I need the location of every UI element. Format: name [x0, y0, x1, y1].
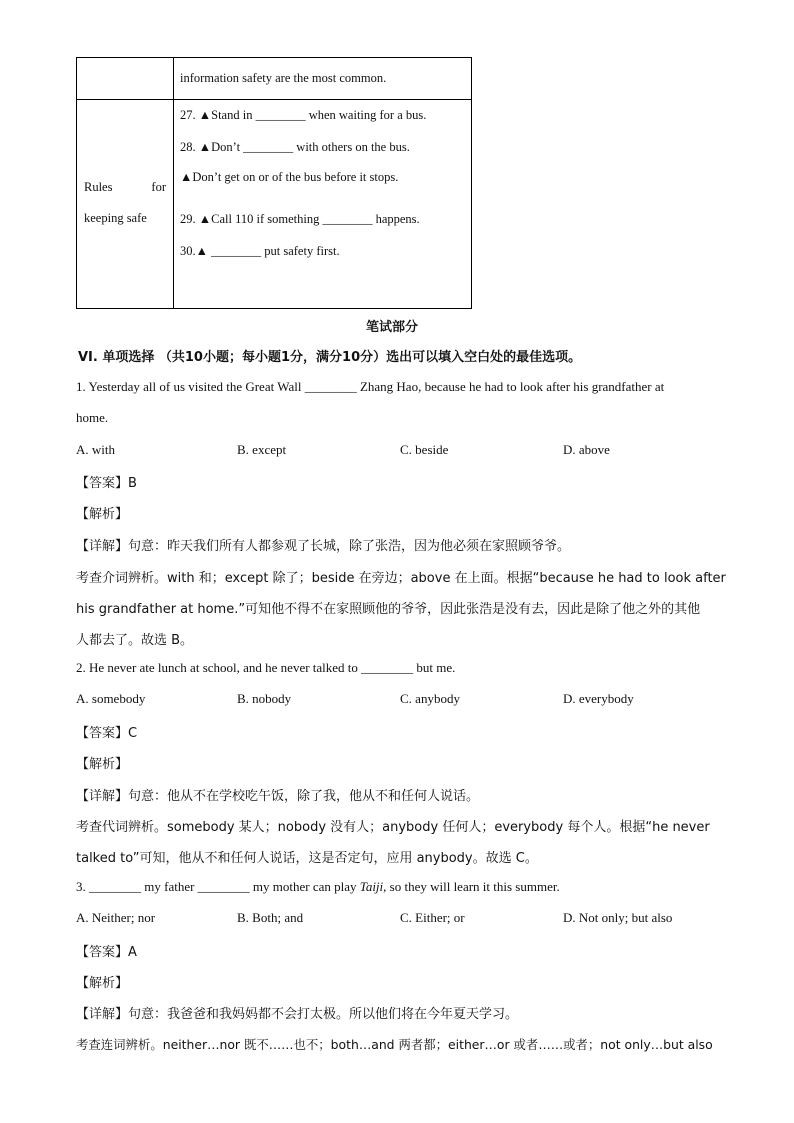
rule-line-30: 30.▲ ________ put safety first. [180, 244, 340, 258]
stem-text: 3. ________ my father ________ my mother can play [76, 879, 360, 894]
table-text: information safety are the most common. [180, 71, 387, 85]
analysis-tag: 【解析】 [76, 757, 129, 772]
analysis-tag: 【解析】 [76, 507, 129, 522]
rules-cell [174, 100, 472, 309]
answer: 【答案】C [76, 726, 138, 741]
explain-line: talked to”可知，他从不和任何人说话，这是否定句，应用 anybody。故选 C。 [76, 851, 538, 866]
info-table [76, 57, 472, 309]
question-1-stem: 1. Yesterday all of us visited the Great Wall ________ Zhang Hao, because he had to look after his grandfather at [76, 379, 665, 394]
table-cell-empty [77, 58, 174, 100]
rule-line-29: 29. ▲Call 110 if something ________ happens. [180, 212, 420, 226]
stem-italic: Taiji, [359, 879, 387, 894]
section-header: VI. 单项选择 （共10小题；每小题1分，满分10分）选出可以填入空白处的最佳选项。 [78, 350, 582, 365]
rule-line-27: 27. ▲Stand in ________ when waiting for a bus. [180, 108, 427, 122]
explain-line: 考查代词辨析。somebody 某人；nobody 没有人；anybody 任何人；everybody 每个人。根据“he never [76, 820, 710, 835]
question-3-stem [76, 879, 560, 895]
option-d: D. everybody [563, 691, 634, 706]
question-2-stem: 2. He never ate lunch at school, and he never talked to ________ but me. [76, 660, 456, 675]
explain-line: 考查连词辨析。neither…nor 既不……也不；both…and 两者都；either…or 或者……或者；not only…but also [76, 1037, 713, 1052]
answer: 【答案】A [76, 945, 137, 960]
detail: 【详解】句意：昨天我们所有人都参观了长城，除了张浩，因为他必须在家照顾爷爷。 [76, 539, 571, 554]
rule-line-28: 28. ▲Don’t ________ with others on the bus. [180, 140, 410, 154]
written-part-title: 笔试部分 [366, 320, 419, 335]
option-b: B. except [237, 442, 287, 457]
rules-label: Rules for keeping safe [84, 180, 166, 225]
option-c: C. beside [400, 442, 449, 457]
option-a: A. with [76, 442, 115, 457]
analysis-tag: 【解析】 [76, 976, 129, 991]
option-b: B. Both; and [237, 910, 304, 925]
detail: 【详解】句意：他从不在学校吃午饭，除了我，他从不和任何人说话。 [76, 789, 480, 804]
option-b: B. nobody [237, 691, 292, 706]
stem-text: so they will learn it this summer. [386, 879, 560, 894]
rules-label-cell [77, 100, 174, 309]
explain-line: 考查介词辨析。with 和；except 除了；beside 在旁边；above 在上面。根据“because he had to look after [76, 571, 726, 586]
table-cell [174, 58, 472, 100]
option-c: C. Either; or [400, 910, 465, 925]
explain-line: his grandfather at home.”可知他不得不在家照顾他的爷爷，因此张浩是没有去，因此是除了他之外的其他 [76, 602, 701, 617]
table-row [77, 100, 472, 309]
explain-line: 人都去了。故选 B。 [76, 633, 194, 648]
rule-line-extra: ▲Don’t get on or of the bus before it stops. [180, 170, 399, 184]
question-1-stem-cont: home. [76, 410, 109, 425]
table-row [77, 58, 472, 100]
option-c: C. anybody [400, 691, 460, 706]
option-d: D. above [563, 442, 610, 457]
detail: 【详解】句意：我爸爸和我妈妈都不会打太极。所以他们将在今年夏天学习。 [76, 1007, 519, 1022]
option-d: D. Not only; but also [563, 910, 673, 925]
option-a: A. somebody [76, 691, 146, 706]
answer: 【答案】B [76, 476, 137, 491]
option-a: A. Neither; nor [76, 910, 156, 925]
